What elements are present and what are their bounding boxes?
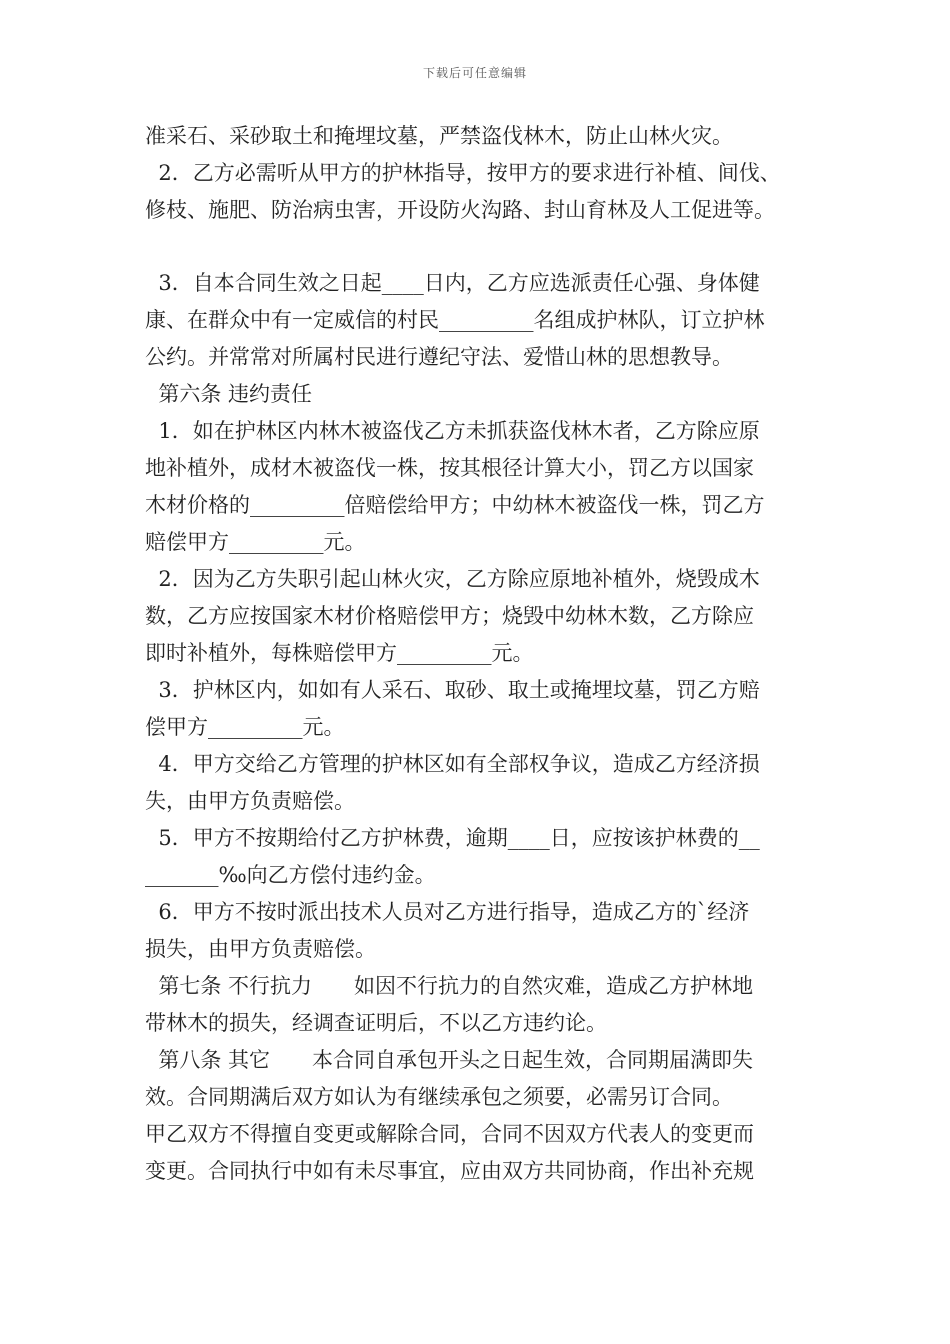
- section-heading: 第八条 其它 本合同自承包开头之日起生效，合同期届满即失: [145, 1048, 754, 1072]
- text-line: 1．如在护林区内林木被盗伐乙方未抓获盗伐林木者，乙方除应原: [145, 419, 760, 443]
- text-line: 变更。合同执行中如有未尽事宜，应由双方共同协商，作出补充规: [145, 1159, 754, 1183]
- text-line: 失，由甲方负责赔偿。: [145, 789, 355, 813]
- text-line: 公约。并常常对所属村民进行遵纪守法、爱惜山林的思想教导。: [145, 345, 733, 369]
- section-heading: 第七条 不行抗力 如因不行抗力的自然灾难，造成乙方护林地: [145, 974, 754, 998]
- text-line: 偿甲方_________元。: [145, 715, 345, 739]
- page-header-watermark: 下载后可任意编辑: [422, 66, 527, 80]
- text-line: 木材价格的_________倍赔偿给甲方；中幼林木被盗伐一株，罚乙方: [145, 493, 765, 517]
- text-line: 甲乙双方不得擅自变更或解除合同，合同不因双方代表人的变更而: [145, 1122, 754, 1146]
- text-line: 6．甲方不按时派出技术人员对乙方进行指导，造成乙方的`经济: [145, 900, 750, 924]
- text-line: 即时补植外，每株赔偿甲方_________元。: [145, 641, 534, 665]
- text-line: 带林木的损失，经调查证明后，不以乙方违约论。: [145, 1011, 607, 1035]
- paragraph-gap: [145, 229, 825, 265]
- text-line: 5．甲方不按期给付乙方护林费，逾期____日，应按该护林费的__: [145, 826, 760, 850]
- text-line: 修枝、施肥、防治病虫害，开设防火沟路、封山育林及人工促进等。: [145, 198, 775, 222]
- text-line: 2．因为乙方失职引起山林火灾，乙方除应原地补植外，烧毁成木: [145, 567, 760, 591]
- text-line: 康、在群众中有一定威信的村民_________名组成护林队，订立护林: [145, 308, 765, 332]
- text-line: _______‰向乙方偿付违约金。: [145, 863, 436, 887]
- text-line: 效。合同期满后双方如认为有继续承包之须要，必需另订合同。: [145, 1085, 733, 1109]
- text-line: 损失，由甲方负责赔偿。: [145, 937, 376, 961]
- section-heading: 第六条 违约责任: [145, 382, 313, 406]
- text-line: 准采石、采砂取土和掩埋坟墓，严禁盗伐林木，防止山林火灾。: [145, 124, 733, 148]
- text-line: 数，乙方应按国家木材价格赔偿甲方；烧毁中幼林木数，乙方除应: [145, 604, 754, 628]
- text-line: 地补植外，成材木被盗伐一株，按其根径计算大小，罚乙方以国家: [145, 456, 754, 480]
- text-line: 3．护林区内，如如有人采石、取砂、取土或掩埋坟墓，罚乙方赔: [145, 678, 760, 702]
- text-line: 2．乙方必需听从甲方的护林指导，按甲方的要求进行补植、间伐、: [145, 161, 781, 185]
- text-line: 4．甲方交给乙方管理的护林区如有全部权争议，造成乙方经济损: [145, 752, 760, 776]
- text-line: 赔偿甲方_________元。: [145, 530, 366, 554]
- contract-body: [145, 118, 825, 1190]
- text-line: 3．自本合同生效之日起____日内，乙方应选派责任心强、身体健: [145, 271, 760, 295]
